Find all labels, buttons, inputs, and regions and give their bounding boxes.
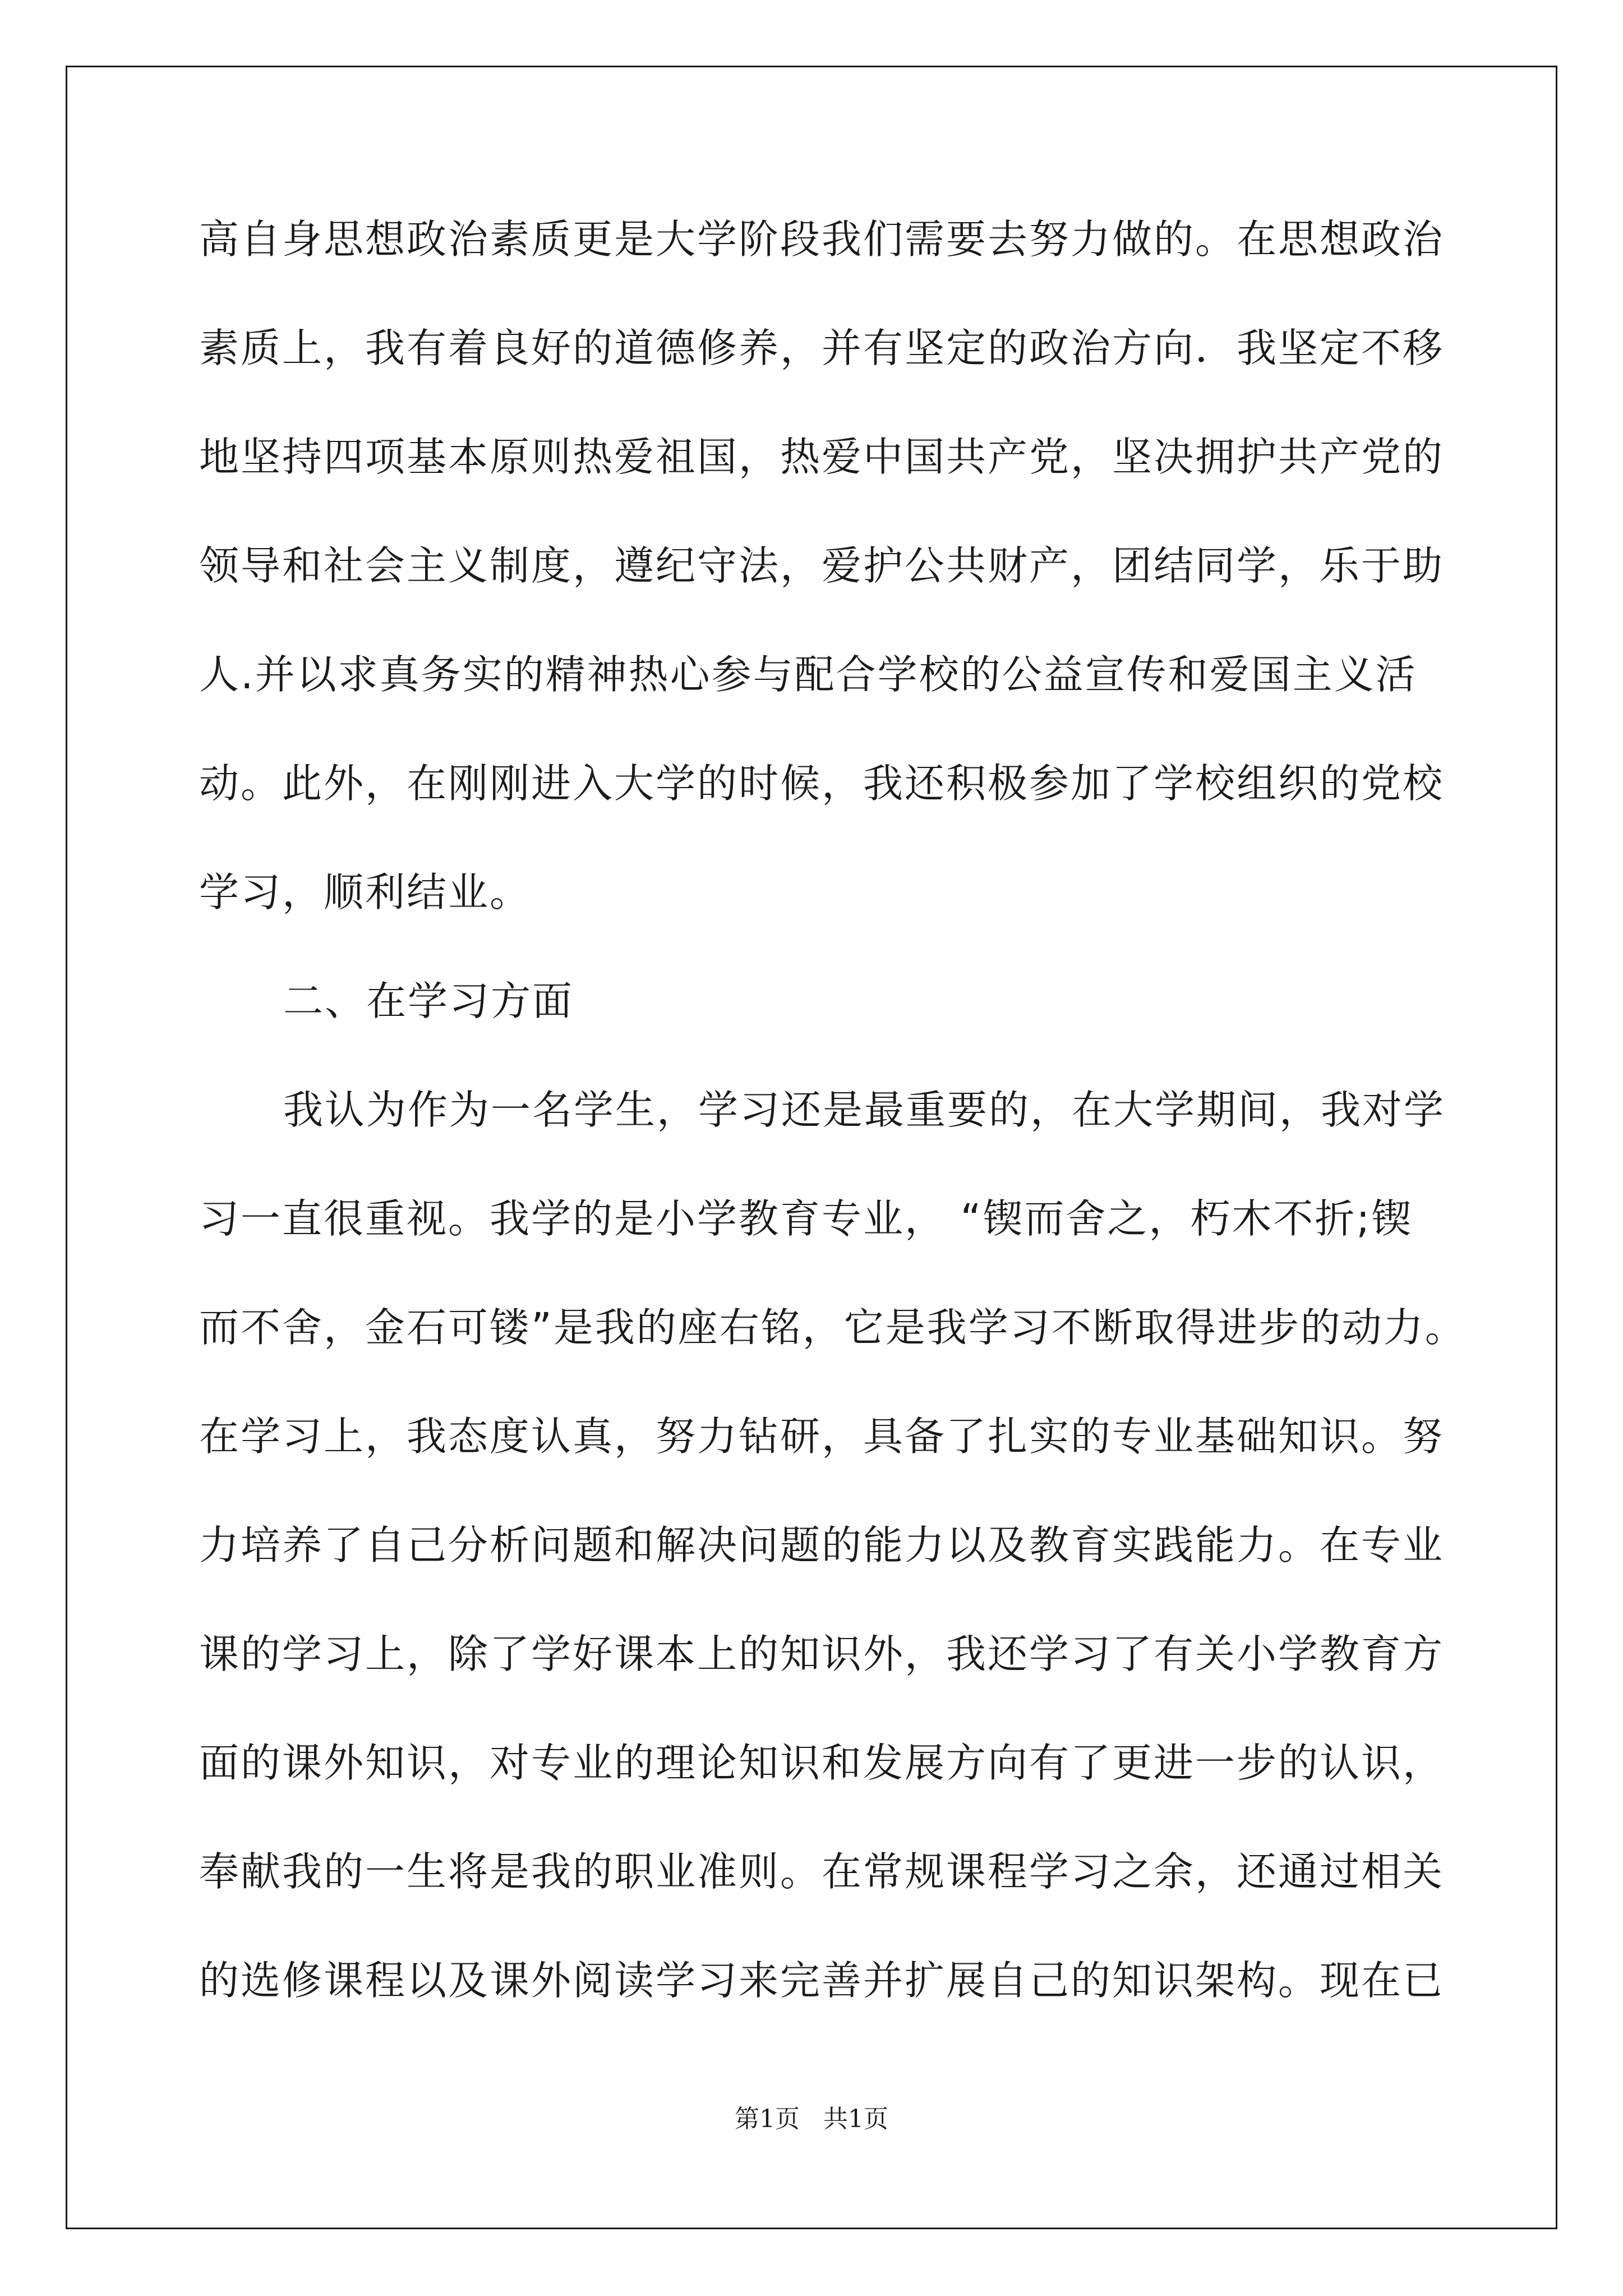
text-line: 动。此外，在刚刚进入大学的时候，我还积极参加了学校组织的党校 — [199, 760, 1445, 807]
section-heading: 二、在学习方面 — [283, 978, 574, 1024]
document-body — [199, 185, 1467, 2035]
text-line: 高自身思想政治素质更是大学阶段我们需要去努力做的。在思想政治 — [199, 216, 1445, 263]
text-line: 人.并以求真务实的精神热心参与配合学校的公益宣传和爱国主义活 — [199, 651, 1417, 698]
text-line: 而不舍，金石可镂”是我的座右铭，它是我学习不断取得进步的动力。 — [199, 1304, 1467, 1351]
text-line: 力培养了自己分析问题和解决问题的能力以及教育实践能力。在专业 — [199, 1522, 1445, 1568]
text-line: 面的课外知识，对专业的理论知识和发展方向有了更进一步的认识， — [199, 1740, 1445, 1786]
text-line: 的选修课程以及课外阅读学习来完善并扩展自己的知识架构。现在已 — [199, 1957, 1445, 2004]
text-line: 领导和社会主义制度，遵纪守法，爱护公共财产，团结同学，乐于助 — [199, 542, 1445, 589]
text-line: 课的学习上，除了学好课本上的知识外，我还学习了有关小学教育方 — [199, 1631, 1445, 1677]
text-line: 我认为作为一名学生，学习还是最重要的，在大学期间，我对学 — [283, 1087, 1446, 1133]
text-line: 学习，顺利结业。 — [199, 869, 532, 915]
page-number-footer: 第1页 共1页 — [735, 2105, 888, 2133]
text-line: 素质上，我有着良好的道德修养，并有坚定的政治方向．我坚定不移 — [199, 325, 1445, 371]
text-line: 地坚持四项基本原则热爱祖国，热爱中国共产党，坚决拥护共产党的 — [199, 434, 1445, 480]
text-line: 奉献我的一生将是我的职业准则。在常规课程学习之余，还通过相关 — [199, 1848, 1445, 1895]
text-line: 习一直很重视。我学的是小学教育专业， “锲而舍之，朽木不折;锲 — [199, 1195, 1413, 1242]
text-line: 在学习上，我态度认真，努力钻研，具备了扎实的专业基础知识。努 — [199, 1413, 1445, 1460]
